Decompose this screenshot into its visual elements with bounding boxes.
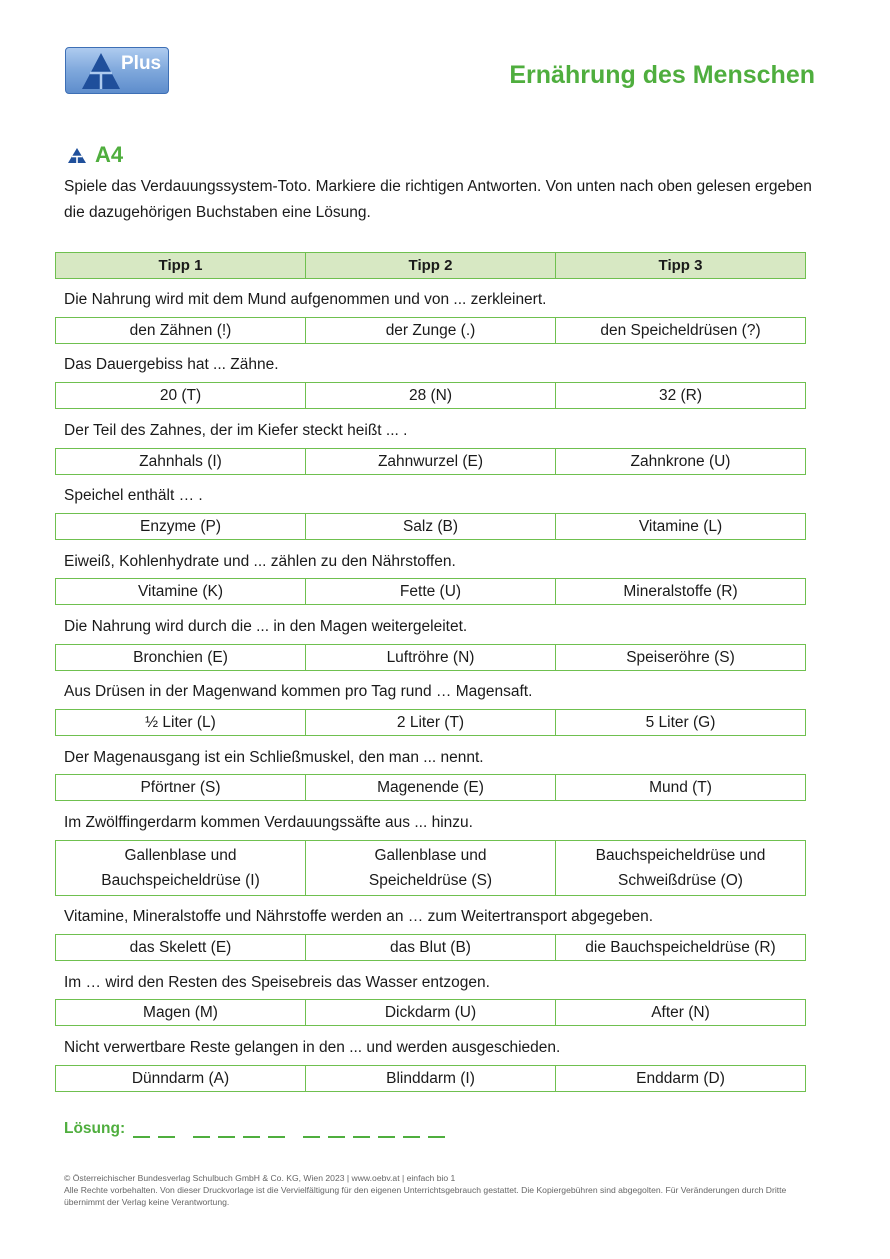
answer-option[interactable]: den Speicheldrüsen (?) xyxy=(556,318,806,344)
task-label: A4 xyxy=(95,142,124,167)
solution-blank[interactable] xyxy=(353,1120,370,1138)
copyright-line: © Österreichischer Bundesverlag Schulbuch GmbH & Co. KG, Wien 2023 | www.oebv.at | einfach bio 1 xyxy=(64,1173,456,1183)
solution-blank[interactable] xyxy=(218,1120,235,1138)
answer-option[interactable]: Blinddarm (I) xyxy=(306,1066,556,1092)
answer-option[interactable]: Zahnhals (I) xyxy=(56,449,306,475)
answer-option[interactable]: das Blut (B) xyxy=(306,935,556,961)
solution-blank[interactable] xyxy=(158,1120,175,1138)
answer-option[interactable]: Pförtner (S) xyxy=(56,775,306,801)
question-text: Aus Drüsen in der Magenwand kommen pro Tag rund … Magensaft. xyxy=(64,683,533,700)
question-text: Im … wird den Resten des Speisebreis das Wasser entzogen. xyxy=(64,974,490,991)
answer-row xyxy=(55,448,806,475)
answer-option[interactable]: Magenende (E) xyxy=(306,775,556,801)
solution-blank[interactable] xyxy=(268,1120,285,1138)
question-text: Der Magenausgang ist ein Schließmuskel, den man ... nennt. xyxy=(64,749,484,766)
solution-blank[interactable] xyxy=(133,1120,150,1138)
answer-option[interactable]: Magen (M) xyxy=(56,1000,306,1026)
answer-row xyxy=(55,934,806,961)
question-text: Die Nahrung wird mit dem Mund aufgenommen und von ... zerkleinert. xyxy=(64,291,547,308)
answer-option[interactable]: Gallenblase und Speicheldrüse (S) xyxy=(306,841,556,896)
answer-option[interactable]: Mineralstoffe (R) xyxy=(556,579,806,605)
answer-option[interactable]: 20 (T) xyxy=(56,383,306,409)
solution-blank[interactable] xyxy=(428,1120,445,1138)
answer-option[interactable]: Zahnkrone (U) xyxy=(556,449,806,475)
question-text: Die Nahrung wird durch die ... in den Magen weitergeleitet. xyxy=(64,618,468,635)
solution-blank[interactable] xyxy=(378,1120,395,1138)
task-heading xyxy=(68,142,123,168)
solution-blank[interactable] xyxy=(328,1120,345,1138)
question-text: Vitamine, Mineralstoffe und Nährstoffe werden an … zum Weitertransport abgegeben. xyxy=(64,908,654,925)
answer-option[interactable]: den Zähnen (!) xyxy=(56,318,306,344)
footer xyxy=(64,1172,809,1208)
answer-option[interactable]: der Zunge (.) xyxy=(306,318,556,344)
answer-option[interactable]: 32 (R) xyxy=(556,383,806,409)
solution-label: Lösung: xyxy=(64,1120,126,1137)
answer-option[interactable]: Bauchspeicheldrüse und Schweißdrüse (O) xyxy=(556,841,806,896)
answer-row xyxy=(55,999,806,1026)
answer-row xyxy=(55,382,806,409)
solution-blank[interactable] xyxy=(303,1120,320,1138)
task-instructions: Spiele das Verdauungssystem-Toto. Markiere die richtigen Antworten. Von unten nach oben gelesen ergeben die dazugehörigen Buchstaben eine Lösung. xyxy=(64,178,812,221)
answer-option[interactable]: die Bauchspeicheldrüse (R) xyxy=(556,935,806,961)
answer-option[interactable]: Fette (U) xyxy=(306,579,556,605)
answer-row xyxy=(55,644,806,671)
answer-row xyxy=(55,578,806,605)
question-text: Eiweiß, Kohlenhydrate und ... zählen zu den Nährstoffen. xyxy=(64,553,456,570)
answer-option[interactable]: 5 Liter (G) xyxy=(556,710,806,736)
answer-option[interactable]: Zahnwurzel (E) xyxy=(306,449,556,475)
answer-option[interactable]: Dickdarm (U) xyxy=(306,1000,556,1026)
answer-option[interactable]: Gallenblase und Bauchspeicheldrüse (I) xyxy=(56,841,306,896)
question-text: Das Dauergebiss hat ... Zähne. xyxy=(64,356,279,373)
header-tipp-3: Tipp 3 xyxy=(556,253,806,279)
page-title: Ernährung des Menschen xyxy=(509,61,815,89)
triangle-icon xyxy=(68,148,86,163)
answer-option[interactable]: Enddarm (D) xyxy=(556,1066,806,1092)
solution-blank[interactable] xyxy=(243,1120,260,1138)
answer-row xyxy=(55,317,806,344)
solution-blank[interactable] xyxy=(403,1120,420,1138)
answer-row xyxy=(55,709,806,736)
answer-option[interactable]: Enzyme (P) xyxy=(56,514,306,540)
answer-option[interactable]: ½ Liter (L) xyxy=(56,710,306,736)
header-tipp-1: Tipp 1 xyxy=(56,253,306,279)
solution-area xyxy=(64,1120,453,1138)
solution-blank[interactable] xyxy=(193,1120,210,1138)
answer-option[interactable]: Bronchien (E) xyxy=(56,645,306,671)
answer-row xyxy=(55,1065,806,1092)
triangle-logo-icon xyxy=(80,51,122,91)
tipp-header-table xyxy=(55,252,806,279)
answer-row xyxy=(55,840,806,896)
answer-option[interactable]: Vitamine (L) xyxy=(556,514,806,540)
answer-option[interactable]: After (N) xyxy=(556,1000,806,1026)
answer-option[interactable]: Mund (T) xyxy=(556,775,806,801)
question-text: Speichel enthält … . xyxy=(64,487,203,504)
answer-row xyxy=(55,513,806,540)
answer-option[interactable]: 2 Liter (T) xyxy=(306,710,556,736)
answer-row xyxy=(55,774,806,801)
answer-option[interactable]: Vitamine (K) xyxy=(56,579,306,605)
question-text: Im Zwölffingerdarm kommen Verdauungssäfte aus ... hinzu. xyxy=(64,814,473,831)
answer-option[interactable]: Speiseröhre (S) xyxy=(556,645,806,671)
answer-option[interactable]: 28 (N) xyxy=(306,383,556,409)
plus-logo xyxy=(65,47,169,94)
question-text: Der Teil des Zahnes, der im Kiefer steckt heißt ... . xyxy=(64,422,408,439)
answer-option[interactable]: Dünndarm (A) xyxy=(56,1066,306,1092)
answer-option[interactable]: Salz (B) xyxy=(306,514,556,540)
header-tipp-2: Tipp 2 xyxy=(306,253,556,279)
question-text: Nicht verwertbare Reste gelangen in den ... und werden ausgeschieden. xyxy=(64,1039,561,1056)
rights-notice: Alle Rechte vorbehalten. Von dieser Druckvorlage ist die Vervielfältigung für den eigenen Unterrichtsgebrauch gestattet. Die Kopiergebühren sind abgegolten. Für Veränderungen durch Dritte übernimmt der Verlag keine Verantwortung. xyxy=(64,1185,787,1207)
logo-text: Plus xyxy=(121,53,162,74)
answer-option[interactable]: Luftröhre (N) xyxy=(306,645,556,671)
answer-option[interactable]: das Skelett (E) xyxy=(56,935,306,961)
solution-blanks[interactable] xyxy=(133,1120,453,1138)
